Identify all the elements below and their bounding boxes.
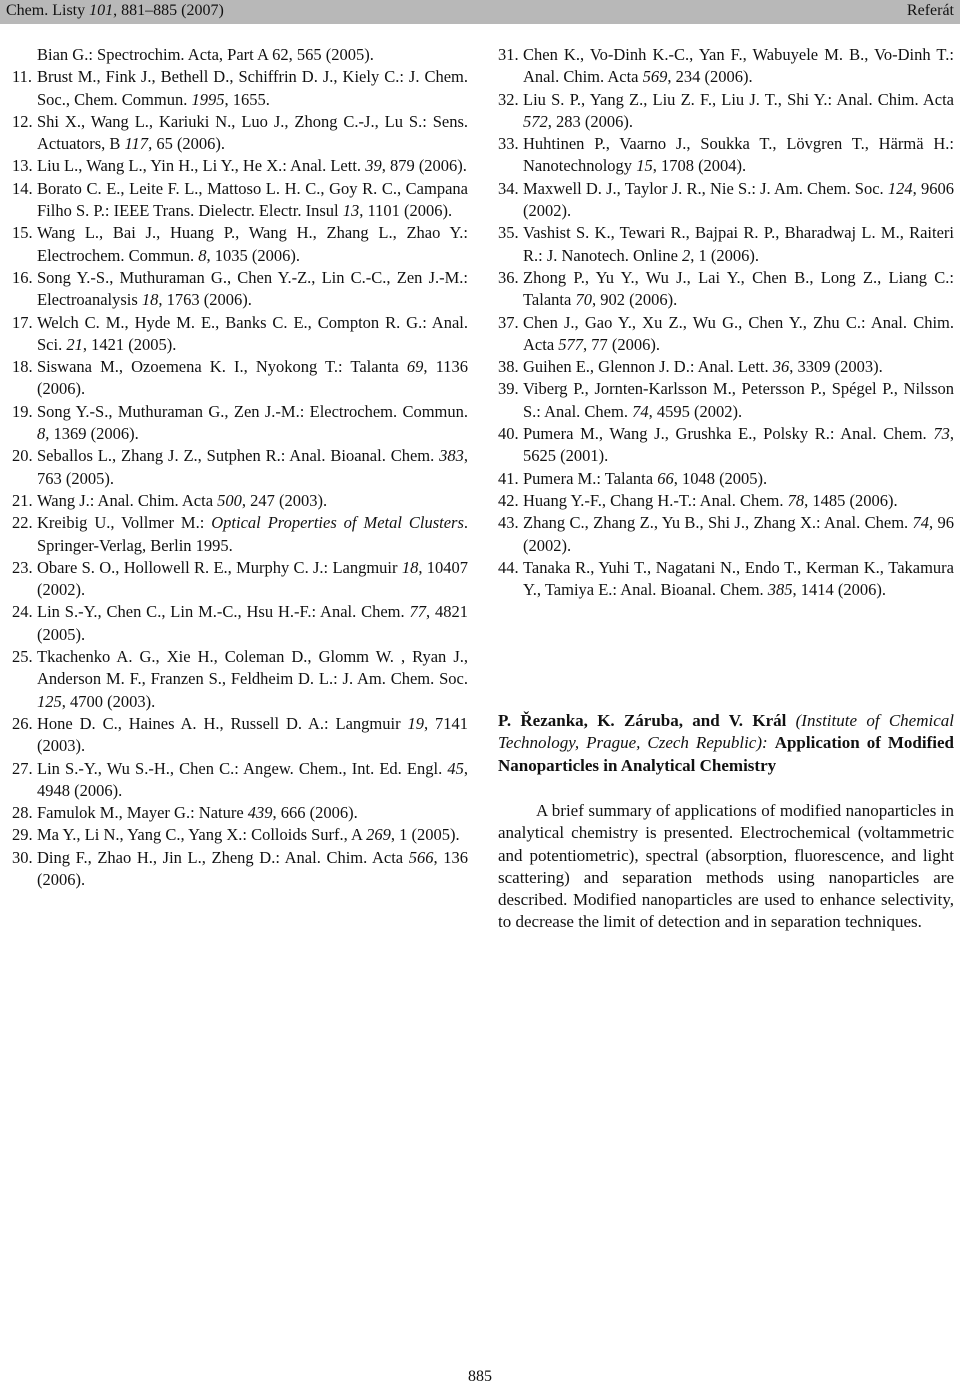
reference-part: Obare S. O., Hollowell R. E., Murphy C. J.: Langmuir: [37, 557, 402, 577]
reference-item: [498, 490, 954, 512]
reference-text: [523, 89, 954, 134]
reference-text: [37, 66, 468, 111]
reference-item: [12, 512, 468, 557]
reference-part: Tkachenko A. G., Xie H., Coleman D., Glomm W. , Ryan J., Anderson M. F., Franzen S., Feldheim D. L.: J. Am. Chem. Soc.: [37, 647, 468, 689]
reference-volume: 124: [887, 178, 913, 198]
reference-number: 36.: [498, 267, 519, 287]
reference-number: 30.: [12, 847, 33, 867]
reference-text: [37, 111, 468, 156]
reference-number: 31.: [498, 45, 519, 64]
reference-volume: 73: [933, 424, 950, 444]
reference-text: [37, 512, 468, 557]
reference-text: [37, 356, 468, 401]
reference-number: 14.: [12, 178, 33, 198]
abstract-affiliation: (Institute of Chemical Technology, Prague, Czech Republic):: [498, 711, 954, 753]
reference-item: [12, 222, 468, 267]
reference-volume: 18: [141, 290, 159, 310]
reference-volume: 15: [636, 156, 653, 176]
left-column: [12, 44, 468, 891]
reference-item: [12, 111, 468, 156]
reference-item: [498, 44, 954, 89]
reference-part: Welch C. M., Hyde M. E., Banks C. E., Compton R. G.: Anal. Sci.: [37, 312, 468, 354]
reference-item: [498, 468, 954, 490]
reference-list-right: [498, 44, 954, 601]
section-label: Referát: [906, 2, 954, 19]
journal-citation: [6, 2, 224, 20]
reference-text: [37, 802, 468, 824]
reference-item: [12, 824, 468, 846]
reference-item: [498, 557, 954, 602]
reference-part: Zhang C., Zhang Z., Yu B., Shi J., Zhang X.: Anal. Chem.: [523, 513, 913, 533]
reference-part: , 1421 (2005).: [82, 334, 177, 354]
reference-volume: 13: [342, 201, 360, 221]
reference-volume: Optical Properties of Metal Clusters: [211, 513, 464, 533]
reference-part: Chen J., Gao Y., Xu Z., Wu G., Chen Y., Zhu C.: Anal. Chim. Acta: [523, 312, 954, 354]
reference-part: Song Y.-S., Muthuraman G., Chen Y.-Z., Lin C.-C., Zen J.-M.: Electroanalysis: [37, 267, 468, 310]
reference-volume: 1995: [191, 89, 225, 109]
reference-number: 15.: [12, 223, 33, 243]
reference-continuation: [12, 44, 468, 66]
reference-part: , 9606 (2002).: [523, 178, 954, 221]
reference-text: [37, 312, 468, 357]
reference-volume: 74: [912, 513, 930, 533]
reference-item: [498, 267, 954, 312]
reference-part: , 136 (2006).: [37, 847, 469, 889]
reference-part: Tanaka R., Yuhi T., Nagatani N., Endo T., Kerman K., Takamura Y., Tamiya E.: Anal. Bioanal. Chem.: [523, 557, 954, 600]
reference-part: , 1414 (2006).: [792, 580, 887, 600]
journal-pages: , 881–885 (2007): [113, 2, 224, 19]
reference-part: Hone D. C., Haines A. H., Russell D. A.: Langmuir: [37, 713, 408, 733]
reference-number: 37.: [498, 312, 519, 332]
reference-part: Kreibig U., Vollmer M.:: [37, 513, 212, 533]
reference-number: 24.: [12, 602, 33, 622]
reference-number: 42.: [498, 490, 519, 510]
reference-part: Zhong P., Yu Y., Wu J., Lai Y., Chen B., Long Z., Liang C.: Talanta: [523, 267, 954, 310]
reference-part: , 666 (2006).: [272, 803, 358, 823]
reference-number: 38.: [498, 357, 519, 377]
reference-item: [12, 356, 468, 401]
abstract-authors: P. Řezanka, K. Záruba, and V. Král: [498, 711, 787, 730]
reference-volume: 572: [523, 111, 548, 131]
reference-part: , 4821 (2005).: [37, 602, 468, 644]
reference-number: 44.: [498, 557, 519, 577]
reference-part: Shi X., Wang L., Kariuki N., Luo J., Zhong C.-J., Lu S.: Sens. Actuators, B: [37, 111, 468, 154]
reference-text: [523, 44, 954, 89]
reference-part: Ding F., Zhao H., Jin L., Zheng D.: Anal. Chim. Acta: [37, 847, 409, 867]
reference-text: [37, 824, 468, 846]
reference-volume: 74: [632, 401, 649, 421]
reference-part: Lin S.-Y., Wu S.-H., Chen C.: Angew. Chem., Int. Ed. Engl.: [37, 758, 448, 778]
reference-volume: 69: [406, 357, 424, 377]
reference-part: Liu S. P., Yang Z., Liu Z. F., Liu J. T., Shi Y.: Anal. Chim. Acta: [523, 89, 954, 109]
reference-part: , 879 (2006).: [381, 156, 467, 176]
reference-part: , 1048 (2005).: [673, 468, 768, 488]
reference-text: [37, 222, 468, 267]
reference-volume: 269: [366, 825, 391, 845]
reference-item: [12, 646, 468, 713]
reference-text: [523, 423, 954, 468]
reference-volume: 70: [575, 290, 592, 310]
reference-part: , 7141 (2003).: [37, 713, 469, 756]
reference-part: . Springer-Verlag, Berlin 1995.: [37, 513, 469, 555]
reference-text: [37, 401, 468, 446]
reference-volume: 66: [657, 468, 674, 488]
reference-item: [12, 155, 468, 177]
reference-item: [498, 312, 954, 357]
reference-part: , 10407 (2002).: [37, 557, 469, 600]
reference-text: [37, 490, 468, 512]
reference-text: [523, 133, 954, 178]
reference-part: Borato C. E., Leite F. L., Mattoso L. H. C., Goy R. C., Campana Filho S. P.: IEEE Trans. Dielectr. Electr. Insul: [37, 178, 468, 221]
reference-part: Ma Y., Li N., Yang C., Yang X.: Colloids Surf., A: [37, 825, 367, 845]
reference-text: [523, 490, 954, 512]
reference-volume: 385: [767, 580, 793, 600]
reference-item: [12, 401, 468, 446]
reference-item: [12, 66, 468, 111]
reference-text: [523, 312, 954, 357]
reference-text: [523, 267, 954, 312]
reference-part: Song Y.-S., Muthuraman G., Zen J.-M.: Electrochem. Commun.: [37, 401, 468, 421]
reference-volume: 39: [365, 156, 382, 176]
reference-item: [12, 847, 468, 892]
reference-text: [37, 646, 468, 713]
reference-part: Wang J.: Anal. Chim. Acta: [37, 490, 218, 510]
reference-part: , 4700 (2003).: [61, 691, 156, 711]
reference-text: [523, 378, 954, 423]
reference-item: [12, 802, 468, 824]
reference-text: [37, 758, 468, 803]
reference-volume: 577: [558, 334, 584, 354]
reference-volume: 19: [407, 713, 424, 733]
reference-number: 19.: [12, 401, 33, 421]
reference-number: 17.: [12, 312, 33, 332]
reference-text: [523, 468, 954, 490]
reference-item: [498, 222, 954, 267]
reference-number: 34.: [498, 178, 519, 198]
reference-text: [37, 847, 468, 892]
reference-part: , 1101 (2006).: [359, 201, 453, 221]
page-number: 885: [468, 1368, 492, 1385]
reference-volume: 77: [409, 602, 426, 622]
reference-item: [12, 490, 468, 512]
reference-part: , 1035 (2006).: [206, 245, 301, 265]
reference-part: Vashist S. K., Tewari R., Bajpai R. P., Bharadwaj L. M., Raiteri R.: J. Nanotech. Online: [523, 223, 954, 265]
reference-number: 35.: [498, 223, 519, 243]
reference-part: , 283 (2006).: [547, 111, 633, 131]
reference-text: [37, 445, 468, 490]
reference-number: 39.: [498, 379, 519, 399]
reference-number: 21.: [12, 490, 33, 510]
reference-volume: 78: [787, 490, 805, 510]
reference-volume: 500: [217, 490, 242, 510]
reference-part: Pumera M., Wang J., Grushka E., Polsky R.: Anal. Chem.: [523, 424, 934, 444]
reference-text: Bian G.: Spectrochim. Acta, Part A 62, 565 (2005).: [37, 45, 374, 64]
reference-number: 29.: [12, 825, 33, 845]
reference-item: [12, 178, 468, 223]
reference-item: [498, 133, 954, 178]
reference-number: 23.: [12, 557, 33, 577]
reference-volume: 8: [37, 424, 46, 444]
reference-part: , 5625 (2001).: [523, 424, 954, 466]
reference-text: [37, 155, 468, 177]
reference-number: 16.: [12, 267, 33, 287]
reference-item: [12, 312, 468, 357]
reference-part: , 1485 (2006).: [804, 490, 898, 510]
reference-number: 18.: [12, 357, 33, 377]
reference-text: [37, 267, 468, 312]
reference-volume: 36: [772, 357, 790, 377]
reference-volume: 439: [247, 803, 273, 823]
reference-item: [498, 178, 954, 223]
reference-part: , 1 (2005).: [390, 825, 460, 845]
reference-item: [12, 267, 468, 312]
reference-text: [523, 356, 954, 378]
reference-item: [498, 378, 954, 423]
reference-number: 40.: [498, 424, 519, 444]
reference-item: [498, 423, 954, 468]
reference-part: , 1708 (2004).: [652, 156, 747, 176]
reference-item: [12, 557, 468, 602]
reference-number: 25.: [12, 647, 33, 667]
running-header: [0, 0, 960, 24]
reference-volume: 569: [642, 67, 668, 87]
reference-number: 12.: [12, 111, 33, 131]
reference-number: 22.: [12, 513, 33, 533]
reference-part: Viberg P., Jornten-Karlsson M., Petersson P., Spégel P., Nilsson S.: Anal. Chem.: [523, 379, 954, 421]
reference-part: , 763 (2005).: [37, 446, 468, 488]
reference-part: Seballos L., Zhang J. Z., Sutphen R.: Anal. Bioanal. Chem.: [37, 446, 440, 466]
reference-volume: 18: [401, 557, 419, 577]
reference-volume: 125: [37, 691, 62, 711]
reference-volume: 8: [198, 245, 207, 265]
abstract-title: Application of Modified Nanoparticles in Analytical Chemistry: [498, 733, 954, 775]
reference-part: Huang Y.-F., Chang H.-T.: Anal. Chem.: [523, 490, 788, 510]
right-column: [498, 44, 954, 601]
reference-part: , 1 (2006).: [690, 245, 760, 265]
reference-part: Lin S.-Y., Chen C., Lin M.-C., Hsu H.-F.: Anal. Chem.: [37, 602, 410, 622]
reference-volume: 45: [447, 758, 464, 778]
reference-item: [12, 445, 468, 490]
reference-part: Wang L., Bai J., Huang P., Wang H., Zhang L., Zhao Y.: Electrochem. Commun.: [37, 223, 468, 265]
reference-part: , 1369 (2006).: [45, 424, 139, 444]
reference-part: , 1655.: [224, 89, 270, 109]
reference-text: [523, 178, 954, 223]
reference-number: 20.: [12, 446, 33, 466]
reference-part: , 247 (2003).: [241, 490, 328, 510]
reference-item: [12, 713, 468, 758]
reference-volume: 2: [682, 245, 691, 265]
abstract-body: A brief summary of applications of modified nanoparticles in analytical chemistry is presented. Electrochemical (voltammetric and potentiometric), spectral (absorption, fluorescence, and light scattering) and separation methods using nanoparticles are described. Modified nanoparticles are used to enhance selectivity, to decrease the limit of detection and in separation techniques.: [498, 801, 954, 932]
reference-number: 41.: [498, 468, 519, 488]
reference-number: 32.: [498, 89, 519, 109]
reference-part: Chen K., Vo-Dinh K.-C., Yan F., Wabuyele M. B., Vo-Dinh T.: Anal. Chim. Acta: [523, 45, 954, 87]
reference-number: 33.: [498, 134, 519, 154]
journal-name: Chem. Listy: [6, 2, 90, 19]
reference-item: [498, 512, 954, 557]
reference-volume: 117: [124, 134, 149, 154]
reference-part: , 1136 (2006).: [37, 357, 469, 399]
reference-item: [498, 356, 954, 378]
reference-part: Huhtinen P., Vaarno J., Soukka T., Lövgren T., Härmä H.: Nanotechnology: [523, 134, 954, 176]
reference-volume: 383: [439, 446, 464, 466]
reference-text: [523, 557, 954, 602]
reference-part: Maxwell D. J., Taylor J. R., Nie S.: J. Am. Chem. Soc.: [523, 178, 888, 198]
reference-item: [12, 601, 468, 646]
reference-text: [523, 512, 954, 557]
reference-part: Guihen E., Glennon J. D.: Anal. Lett.: [523, 357, 773, 377]
reference-volume: 566: [408, 847, 434, 867]
reference-number: 11.: [12, 67, 33, 87]
reference-part: , 77 (2006).: [583, 334, 661, 354]
reference-part: , 65 (2006).: [148, 134, 226, 154]
reference-number: 28.: [12, 803, 33, 823]
reference-text: [37, 178, 468, 223]
reference-part: , 4595 (2002).: [648, 401, 743, 421]
reference-item: [12, 758, 468, 803]
reference-part: , 1763 (2006).: [158, 290, 252, 310]
reference-text: [37, 713, 468, 758]
reference-part: Brust M., Fink J., Bethell D., Schiffrin D. J., Kiely C.: J. Chem. Soc., Chem. Commun.: [37, 67, 468, 109]
reference-number: 27.: [12, 758, 33, 778]
reference-part: , 4948 (2006).: [37, 758, 468, 800]
reference-part: Famulok M., Mayer G.: Nature: [37, 803, 248, 823]
reference-part: , 234 (2006).: [667, 67, 753, 87]
reference-part: , 3309 (2003).: [789, 357, 883, 377]
reference-text: [523, 222, 954, 267]
reference-item: [498, 89, 954, 134]
reference-number: 43.: [498, 513, 519, 533]
reference-part: , 902 (2006).: [591, 290, 678, 310]
reference-part: , 96 (2002).: [523, 513, 955, 555]
reference-number: 26.: [12, 713, 33, 733]
abstract-heading: [498, 710, 954, 777]
reference-list-left: [12, 66, 468, 891]
reference-volume: 21: [66, 334, 83, 354]
reference-part: Siswana M., Ozoemena K. I., Nyokong T.: Talanta: [37, 357, 407, 377]
reference-number: 13.: [12, 156, 33, 176]
reference-part: Pumera M.: Talanta: [523, 468, 658, 488]
reference-text: [37, 557, 468, 602]
reference-text: [37, 601, 468, 646]
reference-part: Liu L., Wang L., Yin H., Li Y., He X.: Anal. Lett.: [37, 156, 366, 176]
journal-volume: 101: [89, 2, 114, 19]
